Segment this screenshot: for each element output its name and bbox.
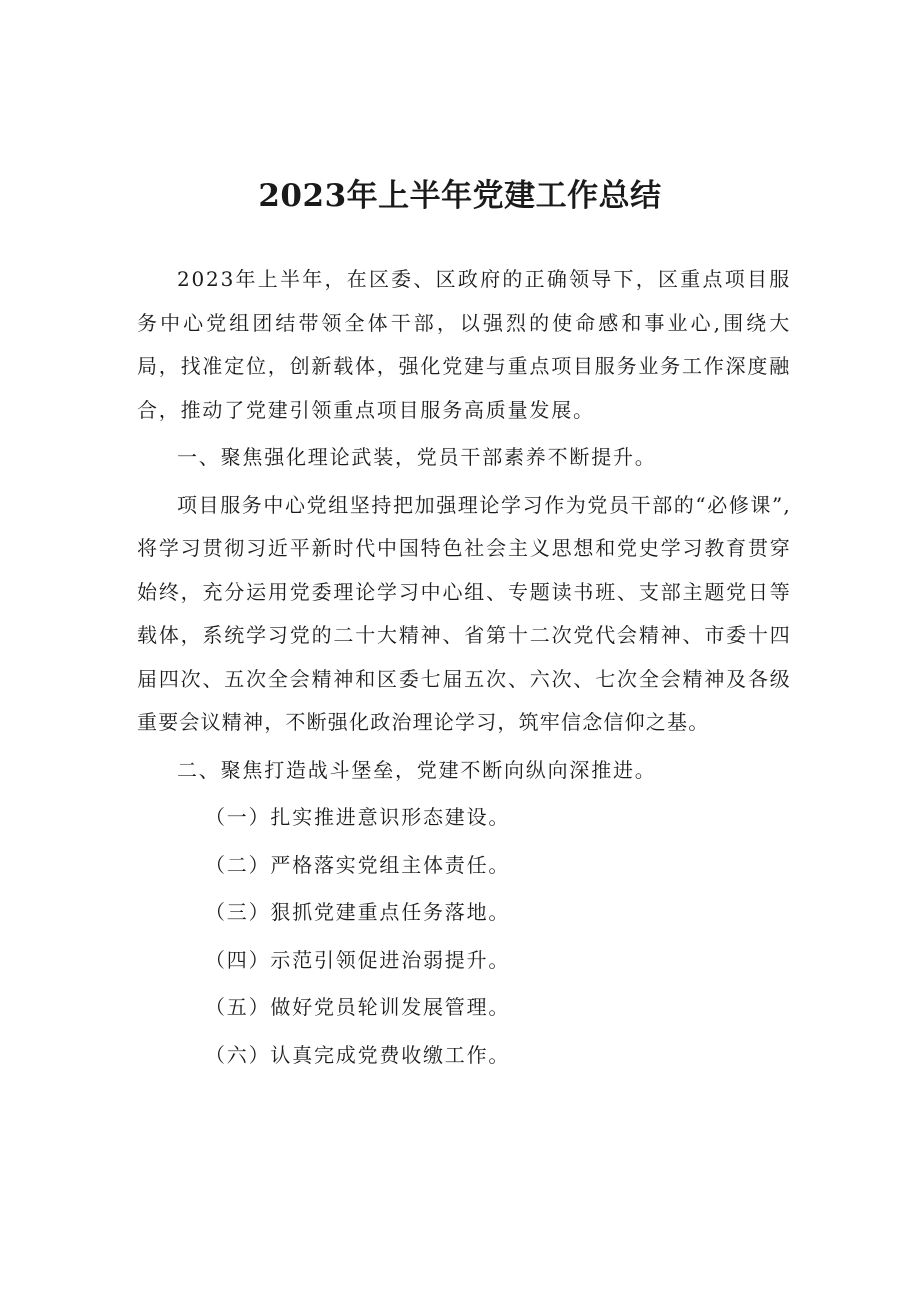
- section2-item: （五）做好党员轮训发展管理。: [205, 995, 511, 1019]
- section1-paragraph: 项目服务中心党组坚持把加强理论学习作为党员干部的“必修课”,将学习贯彻习近平新时代中国特色社会主义思想和党史学习教育贯穿始终，充分运用党委理论学习中心组、专题读书班、支部主题党日等载体，系统学习党的二十大精神、省第十二次党代会精神、市委十四届四次、五次全会精神和区委七届五次、六次、七次全会精神及各级重要会议精神，不断强化政治理论学习，筑牢信念信仰之基。: [137, 492, 791, 734]
- document-body: [137, 258, 791, 1077]
- section2-item: （二）严格落实党组主体责任。: [205, 852, 511, 877]
- section2-heading: 二、聚焦打造战斗堡垒，党建不断向纵向深推进。: [177, 757, 657, 782]
- section1-heading: 一、聚焦强化理论武装，党员干部素养不断提升。: [177, 445, 657, 469]
- section2-item: （三）狠抓党建重点任务落地。: [205, 900, 511, 924]
- section2-item: （一）扎实推进意识形态建设。: [205, 805, 511, 829]
- intro-paragraph: 2023年上半年，在区委、区政府的正确领导下，区重点项目服务中心党组团结带领全体干部，以强烈的使命感和事业心,围绕大局，找准定位，创新载体，强化党建与重点项目服务业务工作深度融合，推动了党建引领重点项目服务高质量发展。: [137, 267, 791, 422]
- section2-item: （六）认真完成党费收缴工作。: [205, 1042, 511, 1067]
- document-title: 2023年上半年党建工作总结: [258, 178, 662, 214]
- section2-item: （四）示范引领促进治弱提升。: [205, 947, 511, 972]
